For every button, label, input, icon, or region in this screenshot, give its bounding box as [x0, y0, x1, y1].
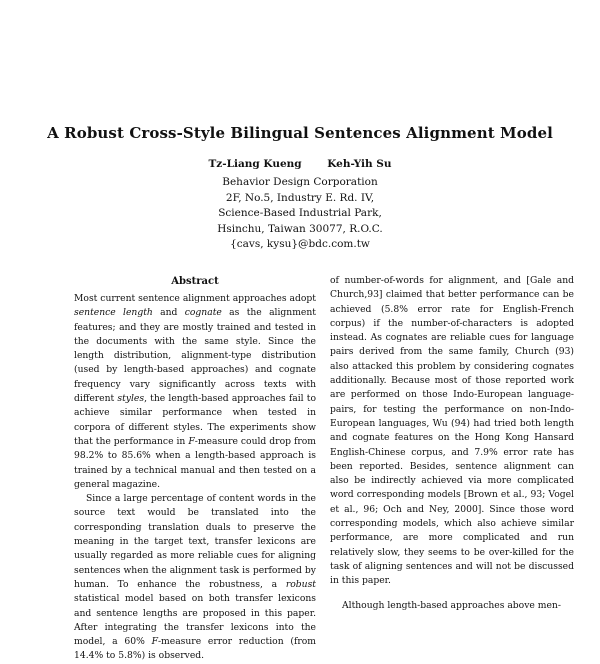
right-column: [330, 274, 574, 613]
left-column: [74, 292, 316, 664]
affiliation-line: Behavior Design Corporation: [222, 176, 378, 188]
author-list: [0, 158, 600, 170]
email-line: {cavs, kysu}@bdc.com.tw: [230, 238, 370, 251]
abstract-paragraph: Since a large percentage of content words in the source text would be translated into the corresponding translation duals to preserve the meaning in the target text, transfer lexicons are usually regarded as more reliable cues for aligning sentences when the alignment task is performed by human. To enhance the robustness, a robust statistical model based on both transfer lexicons and sentence lengths are proposed in this paper. After integrating the transfer lexicons into the model, a 60% F-measure error reduction (from 14.4% to 5.8%) is observed.: [74, 493, 316, 662]
author-name: Keh-Yih Su: [327, 158, 392, 170]
body-paragraph: Although length-based approaches above men-: [342, 599, 561, 611]
affiliation-block: [0, 175, 600, 253]
affiliation-line: 2F, No.5, Industry E. Rd. IV,: [225, 191, 375, 204]
body-paragraph: of number-of-words for alignment, and [Gale and Church,93] claimed that better performance can be achieved (5.8% error rate for English-French corpus) if the number-of-characters is adopted instead. As cognates are reliable cues for language pairs derived from the same family, Church (93) also attacked this problem by considering cognates additionally. Because most of those reported work are performed on those Indo-European language-pairs, for testing the performance on non-Indo-European languages, Wu (94) had tried both length and cognate features on the Hong Kong Hansard English-Chinese corpus, and 7.9% error rate has been reported. Besides, sentence alignment can also be indirectly achieved via more complicated word corresponding models [Brown et al., 93; Vogel et al., 96; Och and Ney, 2000]. Since those word corresponding models, which also achieve similar performance, are more complicated and run relatively slow, they seems to be over-killed for the task of aligning sentences and will not be discussed in this paper.: [330, 275, 574, 587]
author-name: Tz-Liang Kueng: [208, 158, 302, 170]
abstract-heading: Abstract: [171, 276, 219, 287]
affiliation-line: Science-Based Industrial Park,: [218, 207, 382, 220]
abstract-paragraph: Most current sentence alignment approaches adopt sentence length and cognate as the alignment features; and they are mostly trained and tested in the documents with the same style. Since the length distribution, alignment-type distribution (used by length-based approaches) and cognate frequency vary significantly across texts with different styles, the length-based approaches fail to achieve similar performance when tested in corpora of different styles. The experiments show that the performance in F-measure could drop from 98.2% to 85.6% when a length-based approach is trained by a technical manual and then tested on a general magazine.: [74, 293, 316, 490]
paper-title: A Robust Cross-Style Bilingual Sentences Alignment Model: [47, 124, 553, 142]
affiliation-line: Hsinchu, Taiwan 30077, R.O.C.: [217, 222, 383, 235]
